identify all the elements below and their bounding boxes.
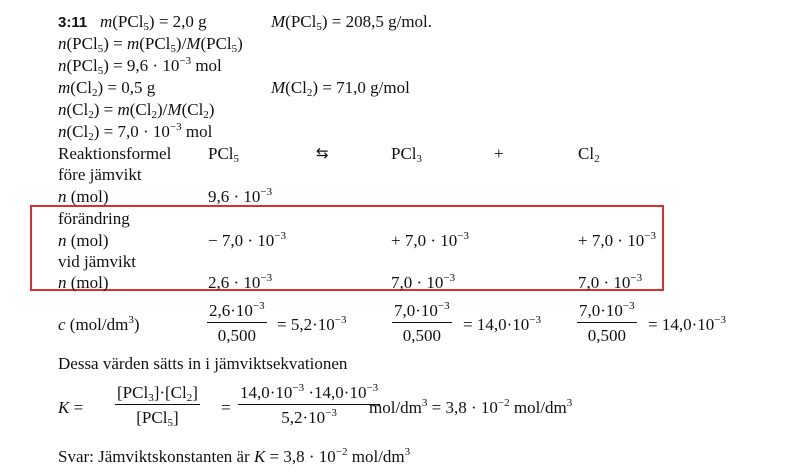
- k-frac1-den: [PCl$_5$]: [136, 408, 179, 429]
- k-equals: =: [221, 398, 231, 417]
- given-mass-pcl5: m(PCl$_5$) = 2,0 g: [99, 12, 207, 33]
- conc-result-pcl3: = $14,0\cdot 10^{-3}$: [463, 314, 541, 334]
- species-pcl3: PCl$_3$: [391, 144, 423, 165]
- species-pcl5: PCl$_5$: [208, 144, 240, 165]
- row-eq-cl2: $7,0 \cdot 10^{-3}$: [578, 272, 643, 292]
- row-before-pcl5: $9,6 \cdot 10^{-3}$: [208, 186, 273, 206]
- given-line-1: [58, 12, 207, 33]
- given-mass-cl2: $m(Cl_2) = 0,5$ g: [58, 78, 156, 99]
- conc-den-pcl3: 0,500: [402, 326, 441, 345]
- given-molar-mass-pcl5: M(PCl$_5$) = 208,5 g/mol.: [271, 12, 433, 33]
- conc-label: c $(mol/dm^3)$: [58, 314, 140, 334]
- conc-result-pcl5: = $5,2\cdot 10^{-3}$: [277, 314, 347, 334]
- conc-num-pcl3: $7,0\cdot 10^{-3}$: [392, 302, 452, 323]
- conc-fraction-cl2: [577, 302, 637, 344]
- row-eq-pcl5: $2,6 \cdot 10^{-3}$: [208, 272, 273, 292]
- given-line-3: $n(PCl_5) = 9,6 \cdot 10^{-3}$ mol: [58, 55, 222, 77]
- row-eq-label: vid jämvikt: [58, 252, 136, 271]
- row-before-label: före jämvikt: [58, 165, 142, 184]
- k-result: mol/$dm^3 = 3,8 \cdot 10^{-2}$ mol/$dm^3$: [369, 397, 573, 417]
- eq-intro: Dessa värden sätts in i jämviktsekvationen: [58, 354, 348, 373]
- conc-num-cl2: $7,0\cdot 10^{-3}$: [577, 302, 637, 323]
- row-eq-unit: n (mol): [58, 273, 109, 292]
- conc-den-pcl5: 0,500: [217, 326, 256, 345]
- conc-fraction-pcl3: [392, 302, 452, 344]
- conc-num-pcl5: $2,6\cdot 10^{-3}$: [207, 302, 267, 323]
- k-fraction-1: [115, 383, 200, 429]
- answer-line: Svar: Jämviktskonstanten är $K = 3,8 \cdot 10^{-2}$ mol/$dm^3$: [58, 446, 411, 466]
- k-frac2-num: $14,0\cdot 10^{-3} \cdot 14,0\cdot 10^{-3}$: [238, 384, 380, 405]
- row-change-cl2: + $7,0 \cdot 10^{-3}$: [578, 230, 656, 250]
- row-change-unit: n (mol): [58, 231, 109, 250]
- conc-den-cl2: 0,500: [587, 326, 626, 345]
- given-line-6: $n(Cl_2) = 7,0 \cdot 10^{-3}$ mol: [58, 121, 213, 143]
- conc-result-cl2: = $14,0\cdot 10^{-3}$: [648, 314, 726, 334]
- k-frac1-num: $[PCl_3]\cdot[Cl_2]$: [117, 383, 198, 404]
- k-frac2-den: $5,2\cdot 10^{-3}$: [281, 407, 337, 427]
- given-line-2: n(PCl$_5$) = m(PCl$_5$)/M(PCl$_5$): [58, 34, 243, 55]
- species-cl2: $Cl_2$: [578, 144, 600, 165]
- problem-number: 3:11: [58, 14, 88, 31]
- conc-fraction-pcl5: [207, 302, 267, 344]
- k-fraction-2: [238, 384, 380, 426]
- given-line-5: $n(Cl_2) = m(Cl_2)/M(Cl_2)$: [58, 100, 215, 121]
- row-change-pcl3: + $7,0 \cdot 10^{-3}$: [391, 230, 469, 250]
- plus-sign: +: [494, 144, 504, 163]
- row-before-unit: n (mol): [58, 187, 109, 206]
- row-change-label: förändring: [58, 209, 130, 228]
- row-eq-pcl3: $7,0 \cdot 10^{-3}$: [391, 272, 456, 292]
- row-change-pcl5: − $7,0 \cdot 10^{-3}$: [208, 230, 286, 250]
- equilibrium-arrow-icon: ⇆: [316, 144, 329, 162]
- given-molar-mass-cl2: $M(Cl_2) = 71,0$ g/mol: [271, 78, 410, 99]
- reaction-formula-label: Reaktionsformel: [58, 144, 172, 163]
- k-lhs: K =: [58, 398, 84, 417]
